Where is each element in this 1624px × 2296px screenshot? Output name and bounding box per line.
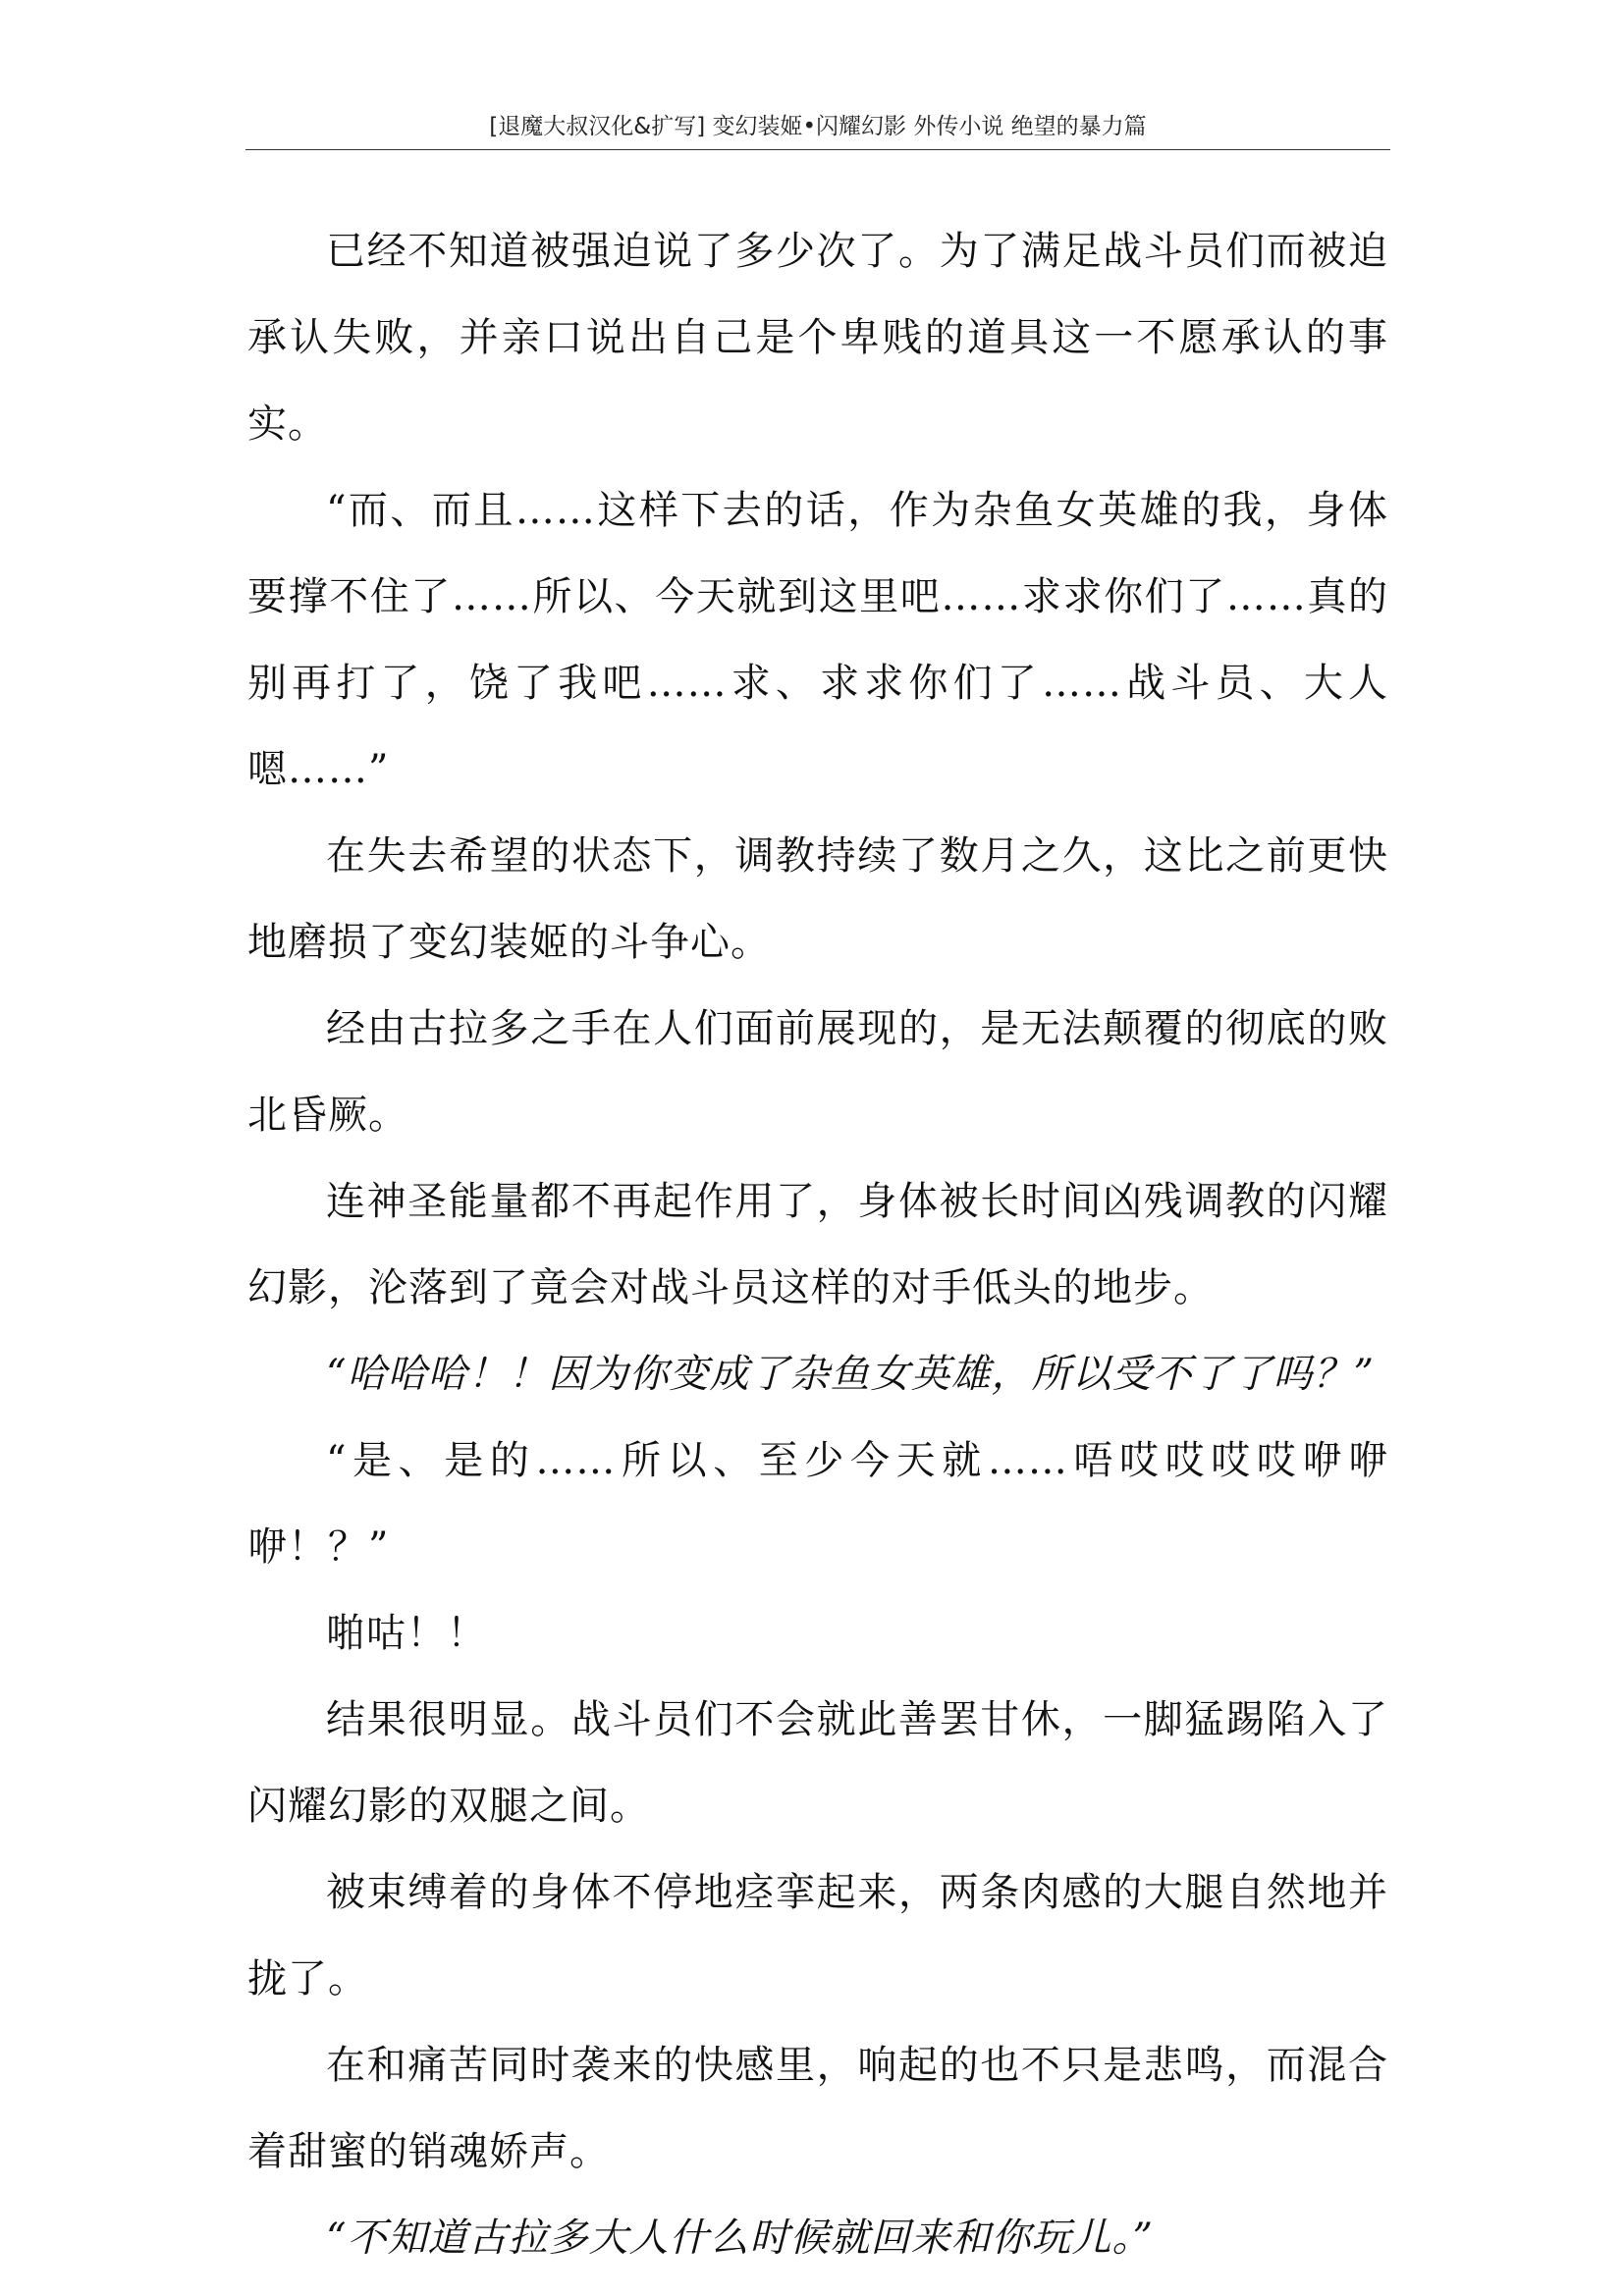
paragraph-5: 连神圣能量都不再起作用了，身体被长时间凶残调教的闪耀幻影，沦落到了竟会对战斗员这样的对手低头的地步。 (247, 1179, 1388, 1310)
header-divider (245, 149, 1390, 150)
page-header: [退魔大叔汉化&扩写] 变幻装姬•闪耀幻影 外传小说 绝望的暴力篇 (489, 114, 1147, 139)
paragraph-6-dialogue: “哈哈哈！！因为你变成了杂鱼女英雄，所以受不了了吗？” (326, 1352, 1375, 1397)
paragraph-1: 已经不知道被强迫说了多少次了。为了满足战斗员们而被迫承认失败，并亲口说出自己是个卑贱的道具这一不愿承认的事实。 (247, 229, 1388, 447)
paragraph-3: 在失去希望的状态下，调教持续了数月之久，这比之前更快地磨损了变幻装姬的斗争心。 (247, 833, 1388, 965)
paragraph-10: 被束缚着的身体不停地痉挛起来，两条肉感的大腿自然地并拢了。 (247, 1870, 1388, 2002)
paragraph-4: 经由古拉多之手在人们面前展现的，是无法颠覆的彻底的败北昏厥。 (247, 1006, 1388, 1138)
paragraph-7: “是、是的……所以、至少今天就……唔哎哎哎哎咿咿咿！？” (247, 1438, 1388, 1570)
paragraph-12-dialogue: “不知道古拉多大人什么时候就回来和你玩儿。” (326, 2216, 1154, 2261)
body-text (247, 208, 1388, 2281)
paragraph-9: 结果很明显。战斗员们不会就此善罢甘休，一脚猛踢陷入了闪耀幻影的双腿之间。 (247, 1697, 1388, 1829)
paragraph-8: 啪咕！！ (326, 1611, 487, 1656)
paragraph-11: 在和痛苦同时袭来的快感里，响起的也不只是悲鸣，而混合着甜蜜的销魂娇声。 (247, 2043, 1388, 2174)
paragraph-2: “而、而且……这样下去的话，作为杂鱼女英雄的我，身体要撑不住了……所以、今天就到这里吧……求求你们了……真的别再打了，饶了我吧……求、求求你们了……战斗员、大人嗯……” (247, 488, 1388, 792)
